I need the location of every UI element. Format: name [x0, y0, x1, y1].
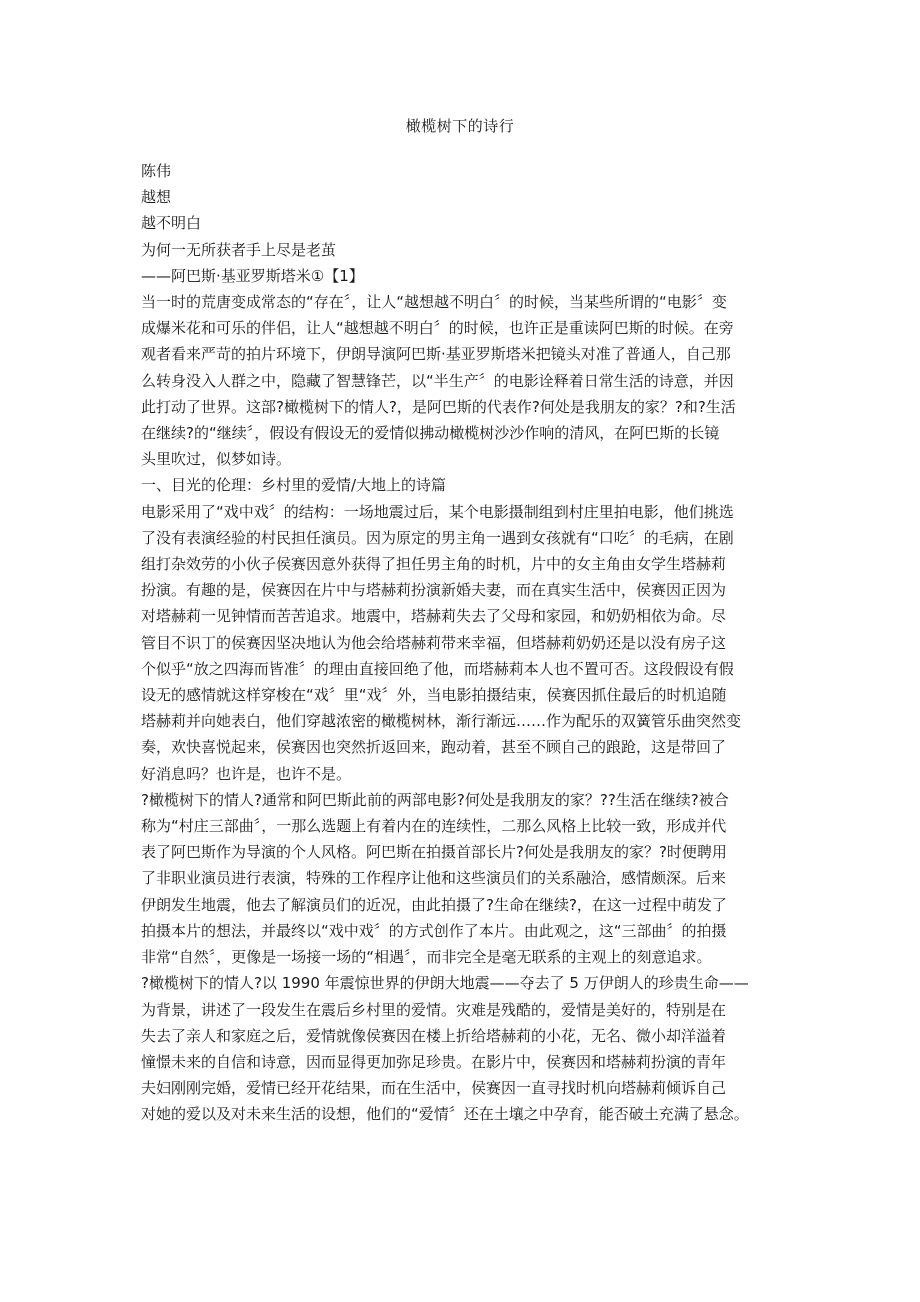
text-line: 成爆米花和可乐的伴侣，让人“越想越不明白〞的时候，也许正是重读阿巴斯的时候。在旁: [141, 319, 734, 338]
text-line: 伊朗发生地震，他去了解演员们的近况，由此拍摄了?生命在继续?，在这一过程中萌发了: [141, 895, 727, 914]
text-line: ?橄榄树下的情人?以 1990 年震惊世界的伊朗大地震——夺去了 5 万伊朗人的珍贵生命——: [141, 974, 749, 993]
poem-attribution: ——阿巴斯·基亚罗斯塔米①【1】: [141, 266, 364, 285]
text-line: 称为“村庄三部曲〞，一那么选题上有着内在的连续性，二那么风格上比较一致，形成并代: [141, 817, 727, 836]
text-line: 在继续?的“继续〞，假设有假设无的爱情似拂动橄榄树沙沙作响的清风，在阿巴斯的长镜: [141, 424, 720, 443]
text-line: 设无的感情就这样穿梭在“戏〞里“戏〞外，当电影拍摄结束，侯赛因抓住最后的时机追随: [141, 686, 727, 705]
text-line: 组打杂效劳的小伙子侯赛因意外获得了担任男主角的时机，片中的女主角由女学生塔赫莉: [141, 555, 727, 574]
text-line: 好消息吗？也许是，也许不是。: [141, 764, 352, 783]
text-line: 失去了亲人和家庭之后，爱情就像侯赛因在楼上折给塔赫莉的小花，无名、微小却洋溢着: [141, 1026, 727, 1045]
poem-line: 为何一无所获者手上尽是老茧: [141, 240, 337, 259]
text-line: 拍摄本片的想法，并最终以“戏中戏〞的方式创作了本片。由此观之，这“三部曲〞的拍摄: [141, 921, 727, 940]
text-line: 奏，欢快喜悦起来，侯赛因也突然折返回来，跑动着，甚至不顾自己的踉跄，这是带回了: [141, 738, 727, 757]
text-line: 对她的爱以及对未来生活的设想，他们的“爱情〞还在土壤之中孕育，能否破土充满了悬念。: [141, 1105, 749, 1124]
section-heading: 一、目光的伦理：乡村里的爱情/大地上的诗篇: [141, 476, 447, 495]
poem-line: 越想: [141, 188, 172, 207]
text-line: 此打动了世界。这部?橄榄树下的情人?，是阿巴斯的代表作?何处是我朋友的家？?和?生活: [141, 397, 736, 416]
text-line: 电影采用了“戏中戏〞的结构：一场地震过后，某个电影摄制组到村庄里拍电影，他们挑选: [141, 502, 734, 521]
text-line: ?橄榄树下的情人?通常和阿巴斯此前的两部电影?何处是我朋友的家？??生活在继续?被合: [141, 790, 729, 809]
poem-line: 越不明白: [141, 214, 202, 233]
text-line: 管目不识丁的侯赛因坚决地认为他会给塔赫莉带来幸福，但塔赫莉奶奶还是以没有房子这: [141, 633, 727, 652]
text-line: 头里吹过，似梦如诗。: [141, 450, 292, 469]
text-line: 表了阿巴斯作为导演的个人风格。阿巴斯在拍摄首部长片?何处是我朋友的家？?时便聘用: [141, 843, 727, 862]
text-line: 憧憬未来的自信和诗意，因而显得更加弥足珍贵。在影片中，侯赛因和塔赫莉扮演的青年: [141, 1052, 727, 1071]
text-line: 非常“自然〞，更像是一场接一场的“相遇〞，而非完全是毫无联系的主观上的刻意追求。: [141, 948, 712, 967]
document-title: 橄榄树下的诗行: [405, 117, 515, 135]
text-line: 对塔赫莉一见钟情而苦苦追求。地震中，塔赫莉失去了父母和家园，和奶奶相依为命。尽: [141, 607, 727, 626]
text-line: 塔赫莉并向她表白，他们穿越浓密的橄榄树林，渐行渐远……作为配乐的双簧管乐曲突然变: [141, 712, 742, 731]
text-line: 么转身没入人群之中，隐藏了智慧锋芒，以“半生产〞的电影诠释着日常生活的诗意，并因: [141, 371, 734, 390]
text-line: 夫妇刚刚完婚，爱情已经开花结果，而在生活中，侯赛因一直寻找时机向塔赫莉倾诉自己: [141, 1079, 727, 1098]
text-line: 了没有表演经验的村民担任演员。因为原定的男主角一遇到女孩就有“口吃〞的毛病，在剧: [141, 528, 734, 547]
text-line: 扮演。有趣的是，侯赛因在片中与塔赫莉扮演新婚夫妻，而在真实生活中，侯赛因正因为: [141, 581, 727, 600]
text-line: 了非职业演员进行表演，特殊的工作程序让他和这些演员们的关系融洽，感情颇深。后来: [141, 869, 727, 888]
document-body: [141, 158, 793, 1128]
text-line: 为背景，讲述了一段发生在震后乡村里的爱情。灾难是残酷的，爱情是美好的，特别是在: [141, 1000, 727, 1019]
text-line: 个似乎“放之四海而皆准〞的理由直接回绝了他，而塔赫莉本人也不置可否。这段假设有假: [141, 659, 734, 678]
author-line: 陈伟: [141, 162, 172, 180]
text-line: 当一时的荒唐变成常态的“存在〞，让人“越想越不明白〞的时候，当某些所谓的“电影〞变: [141, 293, 727, 312]
text-line: 观者看来严苛的拍片环境下，伊朗导演阿巴斯·基亚罗斯塔米把镜头对准了普通人，自己那: [141, 345, 731, 364]
